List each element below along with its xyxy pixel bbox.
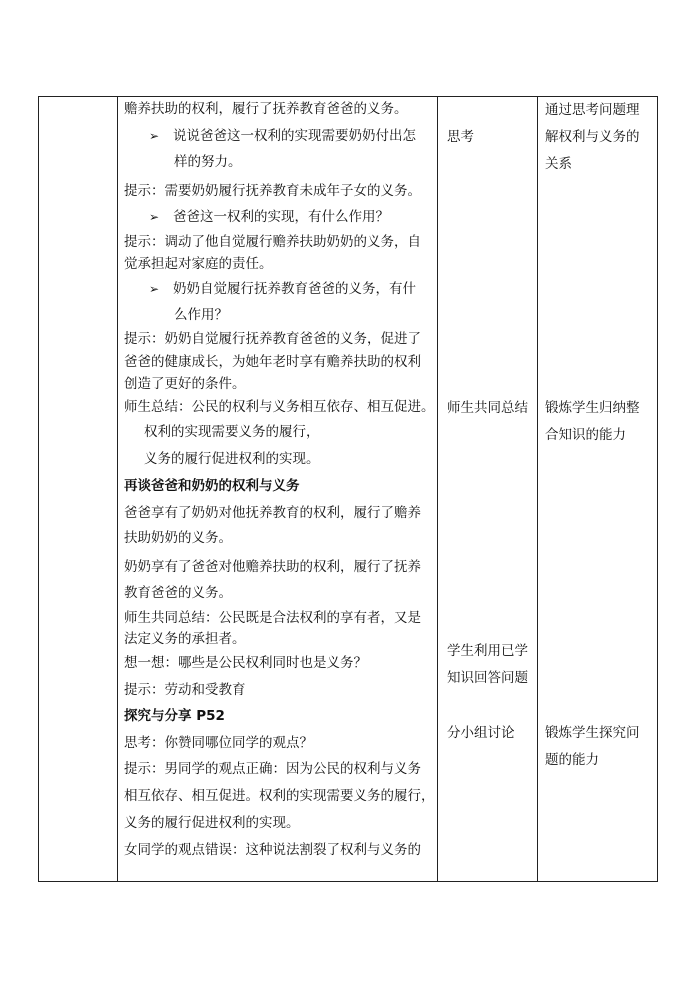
- column-divider-1: [117, 96, 118, 882]
- arrow-bullet-icon: ➢: [149, 282, 160, 296]
- arrow-bullet-icon: ➢: [149, 210, 160, 224]
- hint-line: 提示：劳动和受教育: [124, 682, 246, 698]
- column-divider-3: [537, 96, 538, 882]
- bullet-question-cont: 样的努力。: [174, 154, 242, 170]
- summary-line: 权利的实现需要义务的履行，: [144, 424, 320, 440]
- content-line: 奶奶享有了爸爸对他赡养扶助的权利，履行了抚养: [124, 559, 421, 575]
- activity-item: 师生共同总结: [447, 400, 528, 416]
- purpose-item: 锻炼学生探究问: [545, 725, 640, 741]
- bullet-question-cont: 么作用？: [174, 307, 228, 323]
- activity-item: 思考: [447, 129, 474, 145]
- section-heading: 再谈爸爸和奶奶的权利与义务: [124, 478, 300, 494]
- purpose-item: 关系: [545, 156, 572, 172]
- hint-line: 爸爸的健康成长，为她年老时享有赡养扶助的权利: [124, 354, 421, 370]
- bullet-question: ➢ 爸爸这一权利的实现，有什么作用？: [149, 204, 389, 230]
- activity-item: 学生利用已学: [447, 643, 528, 659]
- hint-line: 提示：调动了他自觉履行赡养扶助奶奶的义务，自: [124, 234, 421, 250]
- summary-line: 义务的履行促进权利的实现。: [144, 451, 320, 467]
- hint-line: 创造了更好的条件。: [124, 376, 246, 392]
- summary-line: 师生总结：公民的权利与义务相互依存、相互促进。: [124, 399, 435, 415]
- hint-line: 提示：需要奶奶履行抚养教育未成年子女的义务。: [124, 183, 421, 199]
- content-line: 赡养扶助的权利，履行了抚养教育爸爸的义务。: [124, 101, 408, 117]
- content-line: 想一想：哪些是公民权利同时也是义务？: [124, 655, 367, 671]
- purpose-item: 题的能力: [545, 752, 599, 768]
- bullet-question: ➢ 说说爸爸这一权利的实现需要奶奶付出怎: [149, 123, 416, 149]
- activity-item: 分小组讨论: [447, 725, 515, 741]
- summary-line: 法定义务的承担者。: [124, 631, 246, 647]
- summary-line: 师生共同总结：公民既是合法权利的享有者，又是: [124, 610, 421, 626]
- content-line: 思考：你赞同哪位同学的观点？: [124, 735, 313, 751]
- hint-line: 提示：男同学的观点正确：因为公民的权利与义务: [124, 761, 421, 777]
- content-line: 扶助奶奶的义务。: [124, 530, 232, 546]
- purpose-item: 通过思考问题理: [545, 102, 640, 118]
- purpose-item: 合知识的能力: [545, 427, 626, 443]
- hint-line: 义务的履行促进权利的实现。: [124, 815, 300, 831]
- hint-line: 提示：奶奶自觉履行抚养教育爸爸的义务，促进了: [124, 331, 421, 347]
- content-line: 爸爸享有了奶奶对他抚养教育的权利，履行了赡养: [124, 505, 421, 521]
- column-divider-2: [437, 96, 438, 882]
- hint-line: 觉承担起对家庭的责任。: [124, 256, 273, 272]
- hint-line: 相互依存、相互促进。权利的实现需要义务的履行，: [124, 788, 435, 804]
- section-heading: 探究与分享 P52: [124, 708, 225, 724]
- activity-item: 知识回答问题: [447, 670, 528, 686]
- bullet-question: ➢ 奶奶自觉履行抚养教育爸爸的义务，有什: [149, 276, 416, 302]
- arrow-bullet-icon: ➢: [149, 129, 160, 143]
- content-line: 教育爸爸的义务。: [124, 585, 232, 601]
- purpose-item: 解权利与义务的: [545, 129, 640, 145]
- purpose-item: 锻炼学生归纳整: [545, 400, 640, 416]
- content-line: 女同学的观点错误：这种说法割裂了权利与义务的: [124, 842, 421, 858]
